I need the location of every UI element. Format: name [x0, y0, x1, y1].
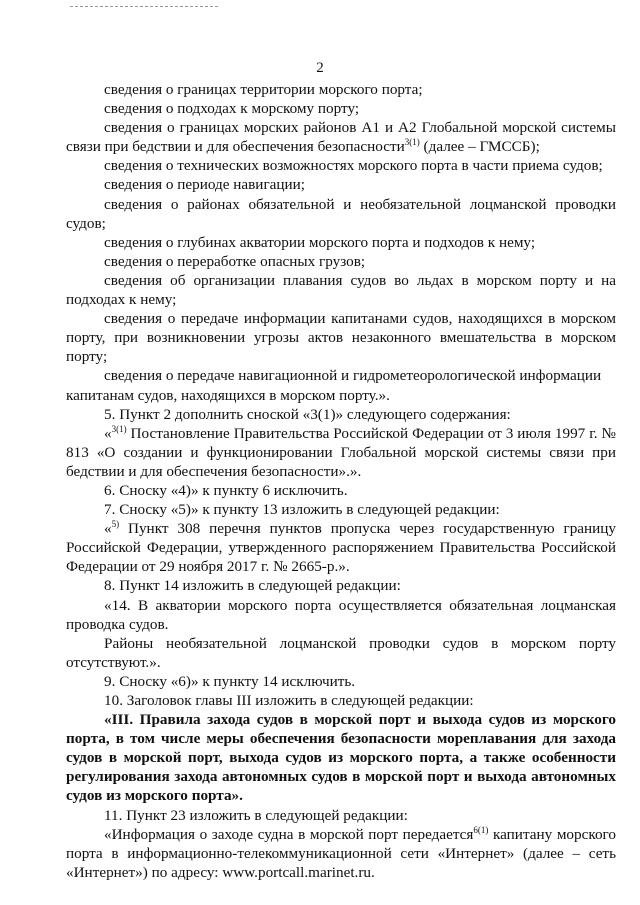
paragraph-5: сведения о периоде навигации; [104, 176, 306, 194]
paragraph-6: сведения о районах обязательной и необязательной лоцманской проводки судов; [66, 195, 616, 232]
paragraph-16 [66, 519, 616, 576]
paragraph-text: сведения о границах морских районов А1 и А2 Глобальной морской системы связи при бедствии и для обеспечения безопасности [66, 119, 616, 156]
scan-artifact-line [70, 6, 218, 8]
paragraph-2: сведения о подходах к морскому порту; [104, 100, 360, 118]
paragraph-1: сведения о границах территории морского порта; [104, 81, 423, 98]
paragraph-7: сведения о глубинах акватории морского порта и подходов к нему; [104, 233, 536, 251]
paragraph-22: «III. Правила захода судов в морской порт и выхода судов из морского порта, в том числе меры обеспечения безопасности мореплавания для захода судов в морской порт, выхода судов из морского порта, а также особенности регулирования захода автономных судов в морской порт и выхода автономных судов из морского порта». [66, 711, 616, 805]
footnote-marker: 6(1) [473, 824, 489, 835]
paragraph-13 [66, 424, 616, 481]
paragraph-14: 6. Сноску «4)» к пункту 6 исключить. [104, 481, 348, 499]
paragraph-17: 8. Пункт 14 изложить в следующей редакции: [104, 577, 401, 595]
footnote-marker: 5) [111, 519, 120, 530]
paragraph-text: Постановление Правительства Российской Федерации от 3 июля 1997 г. № 813 «О создании и функционировании Глобальной морской системы связи при бедствии и для обеспечения безопасности».». [66, 424, 616, 480]
paragraph-10: сведения о передаче информации капитанами судов, находящихся в морском порту, при возникновении угрозы актов незаконного вмешательства в морском порту; [66, 310, 616, 366]
paragraph-text: (далее – ГМССБ); [419, 138, 540, 156]
paragraph-15: 7. Сноску «5)» к пункту 13 изложить в следующей редакции: [104, 501, 500, 519]
paragraph-21: 10. Заголовок главы III изложить в следующей редакции: [104, 692, 474, 709]
paragraph-20: 9. Сноску «6)» к пункту 14 исключить. [104, 672, 356, 690]
document-body [66, 80, 616, 882]
paragraph-text: « [104, 424, 112, 442]
paragraph-4: сведения о технических возможностях морского порта в части приема судов; [104, 157, 603, 175]
paragraph-text: « [104, 520, 112, 538]
paragraph-text: «Информация о заходе судна в морской порт передается [104, 825, 474, 843]
paragraph-3 [66, 118, 616, 156]
footnote-marker: 3(1) [111, 423, 127, 434]
paragraph-8: сведения о переработке опасных грузов; [104, 252, 366, 270]
paragraph-text: Пункт 308 перечня пунктов пропуска через государственную границу Российской Федерации, утвержденного распоряжением Правительства Российской Федерации от 29 ноября 2017 г. № 2665-р.». [66, 520, 616, 576]
paragraph-19: Районы необязательной лоцманской проводки судов в морском порту отсутствуют.». [66, 634, 616, 671]
page-number: 2 [316, 60, 324, 76]
paragraph-12: 5. Пункт 2 дополнить сноской «3(1)» следующего содержания: [104, 405, 511, 423]
paragraph-9: сведения об организации плавания судов во льдах в морском порту и на подходах к нему; [66, 271, 616, 309]
footnote-marker: 3(1) [404, 137, 420, 148]
paragraph-23: 11. Пункт 23 изложить в следующей редакции: [104, 806, 408, 824]
paragraph-24 [66, 825, 616, 882]
paragraph-11: сведения о передаче навигационной и гидрометеорологической информации капитанам судов, находящихся в морском порту.». [66, 367, 602, 404]
paragraph-text: капитану морского порта в информационно-телекоммуникационной сети «Интернет» (далее – сеть «Интернет») по адресу: www.portcall.marinet.ru. [66, 825, 616, 881]
paragraph-18: «14. В акватории морского порта осуществляется обязательная лоцманская проводка судов. [66, 596, 616, 633]
